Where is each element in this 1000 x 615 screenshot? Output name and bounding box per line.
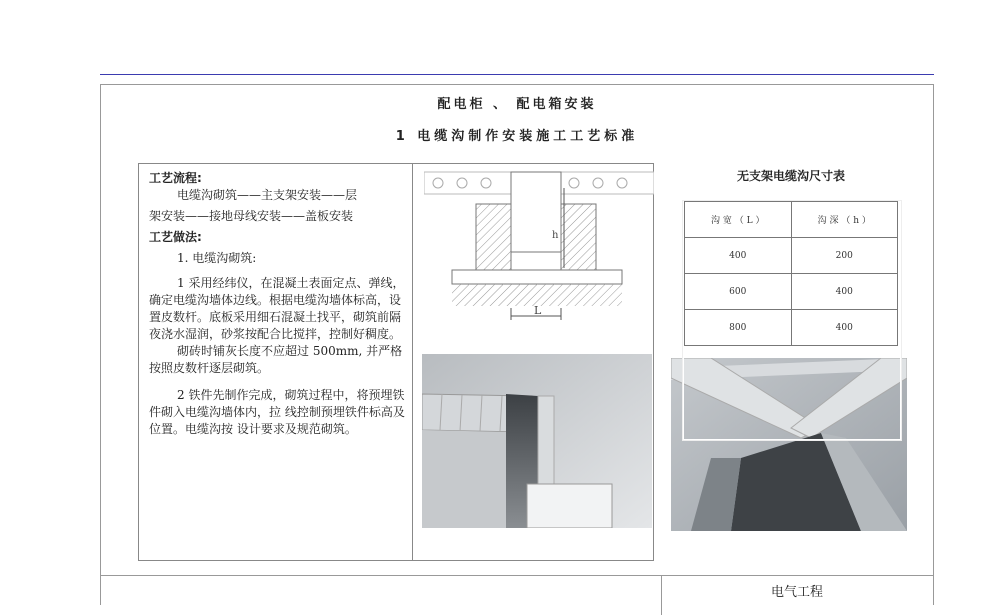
step1-paragraph-2: 砌砖时铺灰长度不应超过 500mm, 并严格 按照皮数杆逐层砌筑。 xyxy=(149,344,403,375)
flow-line2: 架安装——接地母线安装——盖板安装 xyxy=(149,209,354,223)
table-header-depth: 沟 深 （ h ） xyxy=(791,202,898,238)
cable-trench-section-diagram xyxy=(424,168,654,343)
document-frame xyxy=(100,84,934,605)
column-divider xyxy=(412,164,413,560)
section-title: 1 电缆沟制作安装施工工艺标准 xyxy=(395,129,639,144)
table-cell: 600 xyxy=(685,274,792,310)
table-cell: 400 xyxy=(685,238,792,274)
method-heading: 工艺做法: xyxy=(149,230,202,244)
content-box xyxy=(138,163,654,561)
flow-line1: 电缆沟砌筑——主支架安装——层 xyxy=(177,188,358,202)
step1-title: 1. 电缆沟砌筑: xyxy=(177,251,257,265)
footer-rule xyxy=(101,575,933,576)
table-cell: 400 xyxy=(791,310,898,346)
table-cell: 800 xyxy=(685,310,792,346)
trench-render-photo xyxy=(422,354,652,528)
step1-paragraph: 1 采用经纬仪，在混凝土表面定点、弹线，确定电缆沟墙体边线。根据电缆沟墙体标高，设置皮数杆。底板采用细石混凝土找平，砌筑前隔夜浇水湿润，砂浆按配合比搅拌，控制好稠度。 xyxy=(149,276,405,341)
table-cell: 400 xyxy=(791,274,898,310)
document-title: 配电柜 、 配电箱安装 xyxy=(437,97,597,112)
footer-label: 电气工程 xyxy=(770,585,823,600)
label-l: L xyxy=(534,304,542,317)
dimension-table-frame xyxy=(683,201,901,440)
table-header-width: 沟 宽 （ L ） xyxy=(685,202,792,238)
flow-heading: 工艺流程: xyxy=(149,171,202,185)
table-cell: 200 xyxy=(791,238,898,274)
process-text xyxy=(149,170,411,438)
dimension-table-title: 无支架电缆沟尺寸表 xyxy=(736,169,845,183)
step2-paragraph: 2 铁件先制作完成，砌筑过程中，将预埋铁件砌入电缆沟墙体内，拉 线控制预埋铁件标高及位置。电缆沟按 设计要求及规范砌筑。 xyxy=(149,388,405,436)
header-rule xyxy=(100,74,934,75)
label-h: h xyxy=(552,230,559,241)
